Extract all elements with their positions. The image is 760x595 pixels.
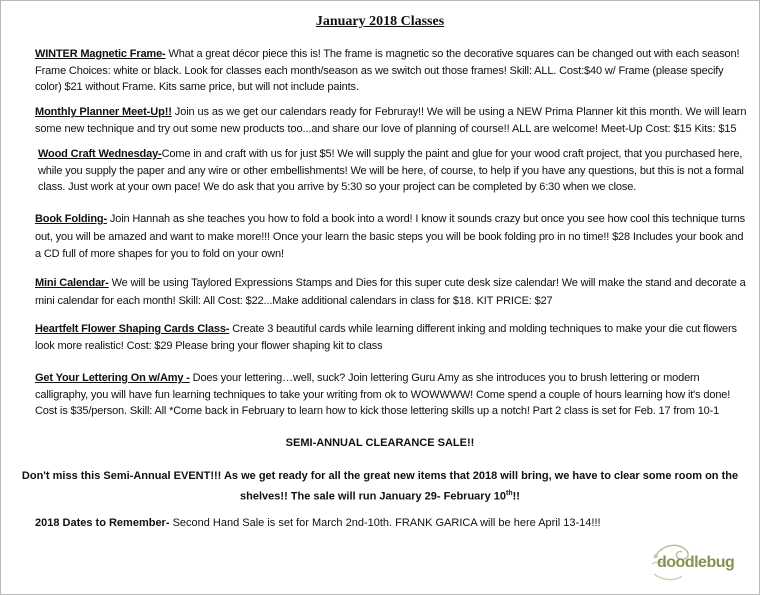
section-body: Come in and craft with us for just $5! We will supply the paint and glue for your wood craft project, that you purchased here, while you supply the paper and any wire or other embellishments! We will be here, of course, to help if you have any questions, but this is not a formal class. Just work at your own pace! We do ask that you arrive by 5:30 so your project can be completed by 6:30 when we close. (38, 148, 744, 193)
dates-heading: 2018 Dates to Remember- (35, 517, 170, 529)
section-body: Does your lettering…well, suck? Join lettering Guru Amy as she introduces you to brush lettering or modern calligraphy, you will have fun learning techniques to take your writing from ok to WOWWWW! Come spend a couple of hours learning how it's done! Cost is $35/person. Skill: All *Come back in February to learn how to kick those lettering skills up a notch! Part 2 class is set for Feb. 17 from 10-1 (35, 372, 731, 417)
section-heading: Wood Craft Wednesday- (38, 148, 162, 160)
sale-heading: SEMI-ANNUAL CLEARANCE SALE!! (285, 437, 475, 449)
page-title: January 2018 Classes (315, 14, 445, 29)
section-wood-craft (38, 146, 747, 196)
section-heading: Heartfelt Flower Shaping Cards Class- (35, 323, 230, 335)
dates-body: Second Hand Sale is set for March 2nd-10th. FRANK GARICA will be here April 13-14!!! (169, 517, 601, 529)
section-planner-meetup (35, 104, 747, 137)
section-heading: WINTER Magnetic Frame- (35, 48, 166, 60)
section-body: Join us as we get our calendars ready for Februray!! We will be using a NEW Prima Planner kit this month. We will learn some new technique and try out some new products too...and share our love of planning of course!! ALL are welcome! Meet-Up Cost: $15 Kits: $15 (35, 106, 747, 135)
section-body: We will be using Taylored Expressions Stamps and Dies for this super cute desk size calendar! We will make the stand and decorate a mini calendar for each month! Skill: All Cost: $22...Make additional calendars in class for $18. KIT PRICE: $27 (35, 277, 746, 307)
section-mini-calendar (35, 275, 747, 310)
sale-text (0, 468, 760, 506)
section-heading: Mini Calendar- (35, 277, 109, 289)
section-heading: Book Folding- (35, 213, 107, 225)
dates-to-remember (35, 517, 601, 529)
sale-line-1: Don't miss this Semi-Annual EVENT!!! As we get ready for all the great new items that 2018 will bring, we have to clear some room on the (21, 470, 739, 482)
section-winter-frame (35, 46, 747, 96)
section-body: Join Hannah as she teaches you how to fold a book into a word! I know it sounds crazy but once you see how cool this technique turns out, you will be amazed and want to make more!!! Once your learn the basic steps you will be book folding pro in no time!! $28 Includes your book and a CD full of more shapes for you to fold on your own! (35, 213, 745, 260)
section-heading: Monthly Planner Meet-Up!! (35, 106, 172, 118)
section-lettering (35, 370, 747, 420)
section-book-folding (35, 211, 747, 264)
section-flower-cards (35, 321, 747, 354)
section-body: Create 3 beautiful cards while learning different inking and molding techniques to make your die cut flowers look more realistic! Cost: $29 Please bring your flower shaping kit to class (35, 323, 737, 352)
section-heading: Get Your Lettering On w/Amy - (35, 372, 190, 384)
sale-line-2: shelves!! The sale will run January 29- February 10th!! (240, 490, 520, 503)
section-body: What a great décor piece this is! The frame is magnetic so the decorative squares can be changed out with each season! Frame Choices: white or black. Look for classes each month/season as we switch out those frames! Skill: ALL. Cost:$40 w/ Frame (please specify color) $21 without Frame. Kits same price, but will not include paints. (35, 48, 740, 93)
doodlebug-logo-text: doodlebug (657, 554, 735, 571)
